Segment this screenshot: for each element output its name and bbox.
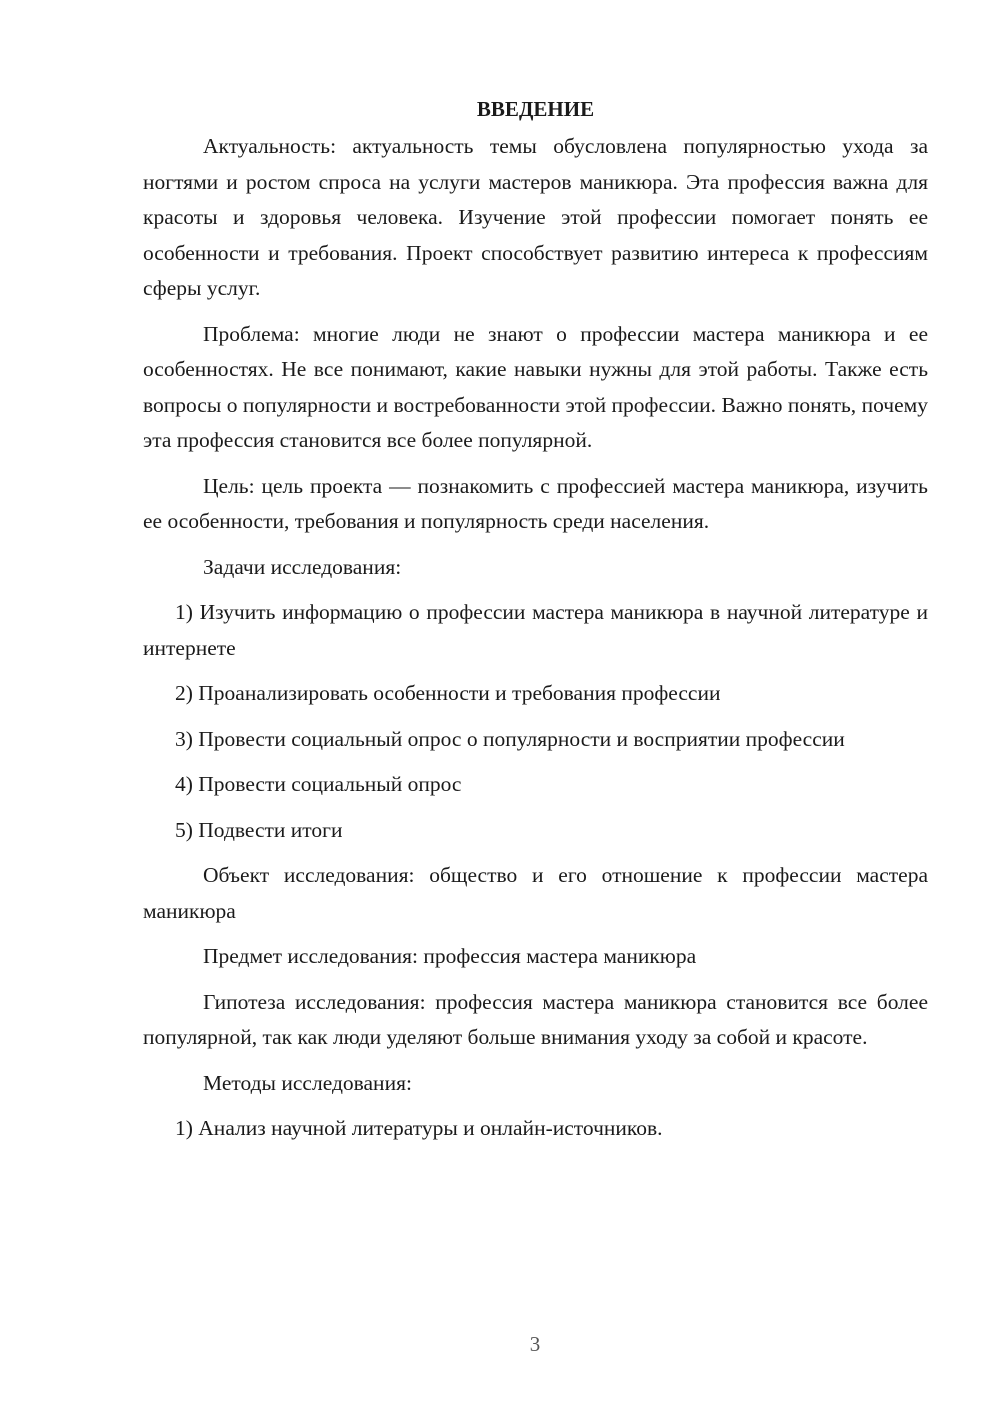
page-number: 3 (529, 1332, 541, 1356)
task-item-2: 2) Проанализировать особенности и требования профессии (175, 681, 721, 705)
object-paragraph: Объект исследования: общество и его отношение к профессии мастера маникюра (143, 863, 928, 923)
task-item-4: 4) Провести социальный опрос (175, 772, 462, 796)
relevance-paragraph: Актуальность: актуальность темы обусловлена популярностью ухода за ногтями и ростом спроса на услуги мастеров маникюра. Эта профессия важна для красоты и здоровья человека. Изучение этой профессии помогает понять ее особенности и требования. Проект способствует развитию интереса к профессиям сферы услуг. (143, 134, 928, 300)
hypothesis-paragraph: Гипотеза исследования: профессия мастера маникюра становится все более популярной, так как люди уделяют больше внимания уходу за собой и красоте. (143, 989, 928, 1049)
methods-title: Методы исследования: (203, 1070, 412, 1095)
task-item-3: 3) Провести социальный опрос о популярности и восприятии профессии (175, 726, 845, 751)
document-page (143, 92, 928, 1157)
task-item-5: 5) Подвести итоги (175, 817, 343, 842)
method-item-1: 1) Анализ научной литературы и онлайн-источников. (175, 1116, 663, 1140)
goal-paragraph: Цель: цель проекта — познакомить с профессией мастера маникюра, изучить ее особенности, требования и популярность среди населения. (143, 473, 928, 533)
tasks-title: Задачи исследования: (203, 554, 402, 579)
subject-paragraph: Предмет исследования: профессия мастера маникюра (203, 944, 697, 968)
problem-paragraph: Проблема: многие люди не знают о профессии мастера маникюра и ее особенностях. Не все понимают, какие навыки нужны для этой работы. Также есть вопросы о популярности и востребованности этой профессии. Важно понять, почему эта профессия становится все более популярной. (143, 321, 928, 452)
page-title: ВВЕДЕНИЕ (476, 97, 595, 121)
task-item-1: 1) Изучить информацию о профессии мастера маникюра в научной литературе и интернете (143, 600, 928, 660)
